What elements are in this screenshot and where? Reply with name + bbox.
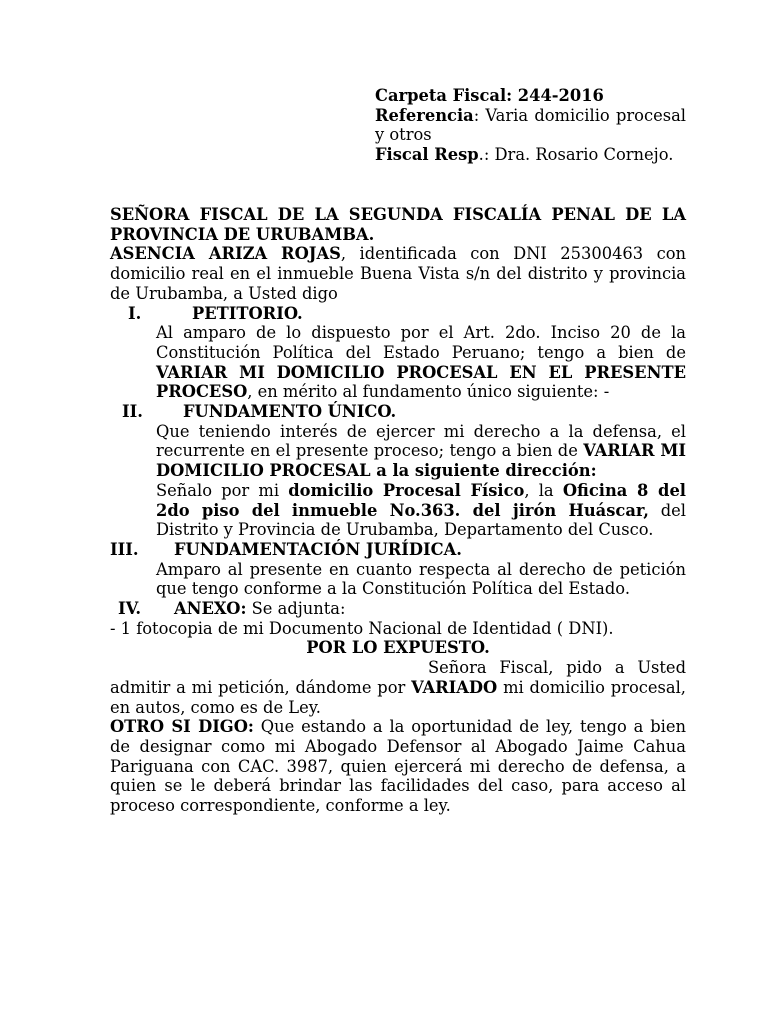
reference-label: Referencia (375, 105, 474, 125)
addressee: SEÑORA FISCAL DE LA SEGUNDA FISCALÍA PENAL DE LA PROVINCIA DE URUBAMBA. (110, 205, 686, 244)
closing-emphasis: VARIADO (411, 677, 498, 697)
section-heading-petitorio (110, 304, 686, 324)
petitorio-text-end: , en mérito al fundamento único siguiente: - (247, 382, 610, 402)
document-body (110, 205, 686, 816)
section-number: III. (110, 539, 139, 559)
section-heading-anexo (110, 599, 686, 619)
fundamento-text: Que teniendo interés de ejercer mi derecho a la defensa, el recurrente en el presente proceso; tengo a bien de (156, 421, 686, 461)
case-file-number: Carpeta Fiscal: 244-2016 (375, 86, 604, 105)
petitioner-name: ASENCIA ARIZA ROJAS (110, 244, 341, 264)
prosecutor-value: .: Dra. Rosario Cornejo. (478, 145, 674, 165)
closing-text: Señora Fiscal, pido a Usted admitir a mi petición, dándome por (110, 658, 686, 697)
closing-paragraph (110, 658, 686, 717)
section-heading-fundamentacion (110, 540, 686, 560)
section-number: II. (122, 402, 143, 422)
reference-value: : Varia domicilio procesal y otros (375, 105, 686, 145)
address-emphasis: domicilio Procesal Físico (288, 480, 525, 500)
petitorio-text: Al amparo de lo dispuesto por el Art. 2do. Inciso 20 de la Constitución Política del Estado Peruano; tengo a bien de (156, 323, 686, 362)
case-header (375, 86, 686, 165)
address-text: Señalo por mi (156, 480, 280, 500)
fundamento-emphasis: VARIAR MI DOMICILIO PROCESAL a la siguiente dirección: (156, 441, 686, 481)
intro-text: , identificada con DNI 25300463 con domicilio real en el inmueble Buena Vista s/n del distrito y provincia de Urubamba, a Usted digo (110, 244, 687, 303)
petitorio-paragraph (110, 323, 686, 402)
otrosi-paragraph (110, 717, 686, 816)
otrosi-label: OTRO SI DIGO: (110, 717, 254, 737)
section-title: PETITORIO. (192, 303, 303, 323)
address-text-3: del Distrito y Provincia de Urubamba, Departamento del Cusco. (156, 500, 686, 540)
closing-heading: POR LO EXPUESTO. (306, 638, 490, 658)
otrosi-text: Que estando a la oportunidad de ley, tengo a bien de designar como mi Abogado Defensor al Abogado Jaime Cahua Pariguana con CAC. 3987, quien ejercerá mi derecho de defensa, a quien se le deberá brindar las facilidades del caso, para acceso al proceso correspondiente, conforme a ley. (110, 717, 686, 816)
section-number: IV. (118, 599, 142, 619)
closing-text-end: mi domicilio procesal, en autos, como es de Ley. (110, 677, 686, 717)
section-title: ANEXO: (174, 599, 247, 619)
fundamento-paragraph (110, 422, 686, 481)
reference-line (375, 106, 686, 145)
annex-item: - 1 fotocopia de mi Documento Nacional de Identidad ( DNI). (110, 618, 614, 638)
office-address: Oficina 8 del 2do piso del inmueble No.363. del jirón Huáscar, (156, 480, 686, 520)
prosecutor-line (375, 145, 686, 165)
section-title: FUNDAMENTACIÓN JURÍDICA. (174, 539, 462, 559)
anexo-line (174, 599, 346, 619)
prosecutor-label: Fiscal Resp (375, 145, 479, 165)
address-paragraph (110, 481, 686, 540)
address-text-2: , la (524, 480, 554, 500)
section-title: FUNDAMENTO ÚNICO. (183, 402, 397, 422)
anexo-text: Se adjunta: (251, 599, 346, 619)
intro-paragraph (110, 244, 686, 303)
petitorio-emphasis: VARIAR MI DOMICILIO PROCESAL EN EL PRESENTE PROCESO (156, 362, 686, 402)
section-heading-fundamento (110, 402, 686, 422)
fundamentacion-paragraph: Amparo al presente en cuanto respecta al derecho de petición que tengo conforme a la Constitución Política del Estado. (156, 559, 686, 599)
section-number: I. (128, 303, 142, 323)
